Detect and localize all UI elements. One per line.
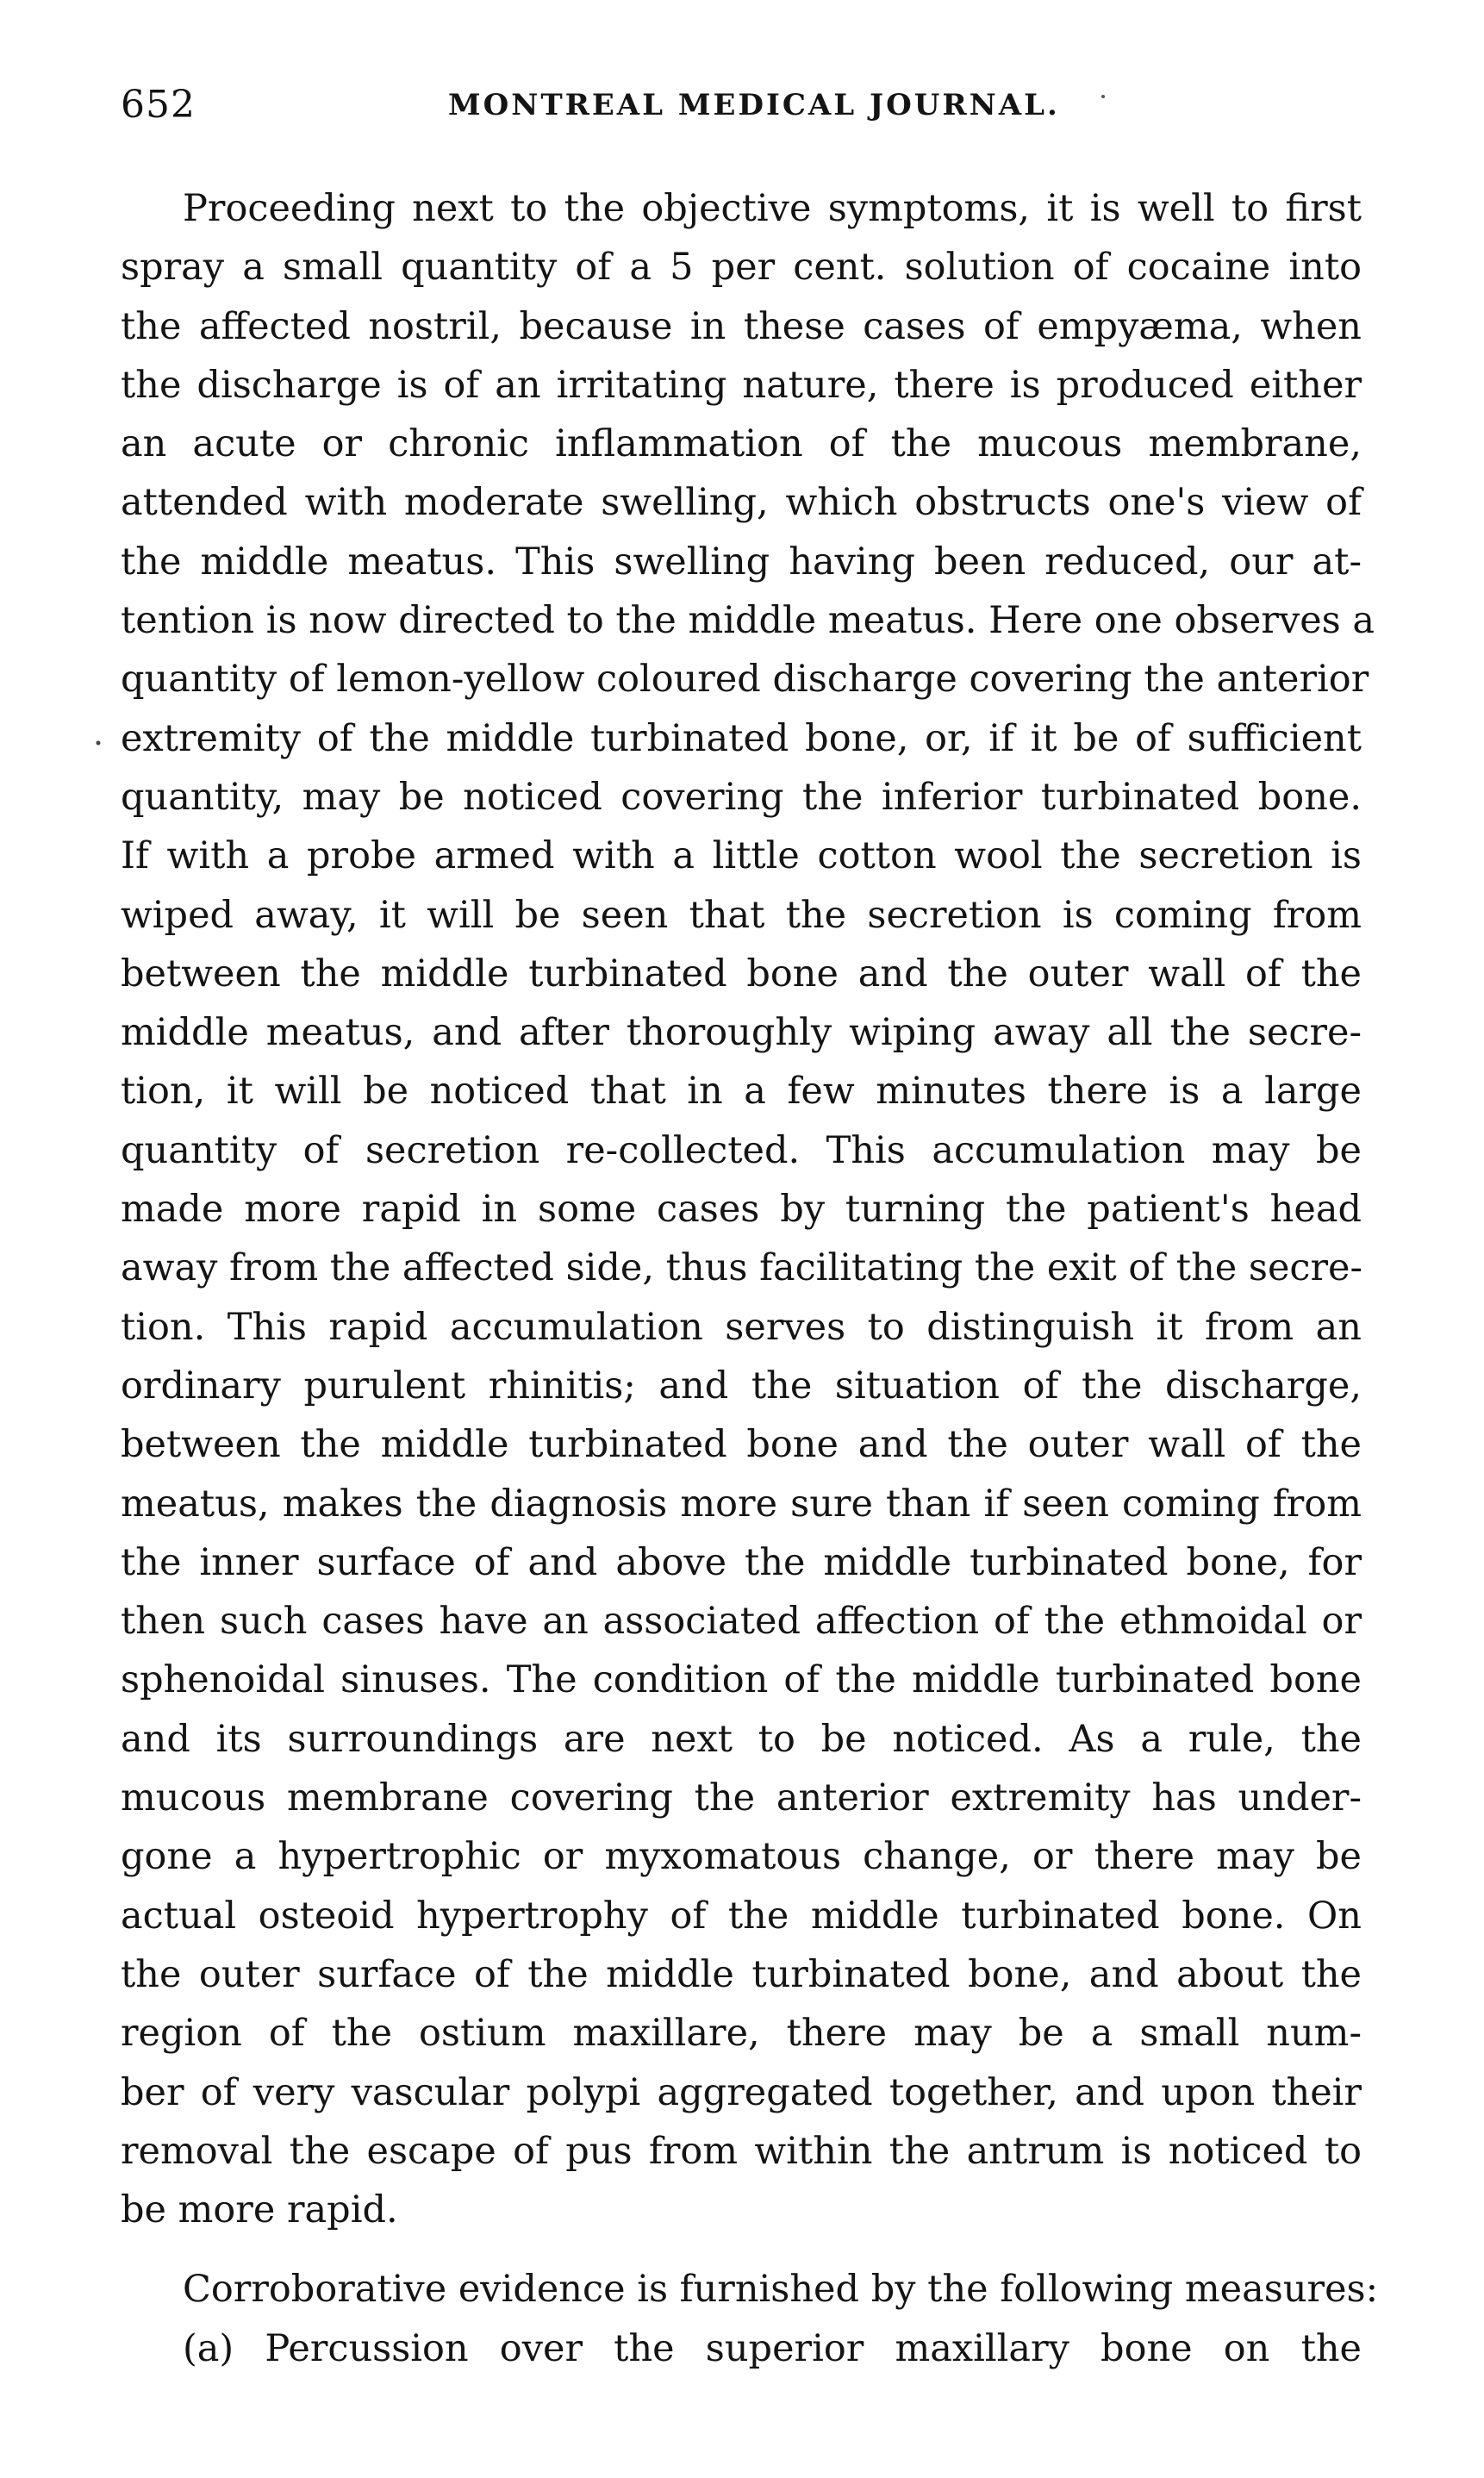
text-line: actual osteoid hypertrophy of the middle turbinated bone. On xyxy=(121,1894,1362,1938)
paragraph xyxy=(121,2260,1379,2378)
text-line: sphenoidal sinuses. The condition of the middle turbinated bone xyxy=(121,1658,1362,1702)
text-line: quantity of secretion re-collected. This accumulation may be xyxy=(121,1128,1362,1172)
text-line: removal the escape of pus from within the antrum is noticed to xyxy=(121,2129,1362,2173)
text-line: middle meatus, and after thoroughly wiping away all the secre- xyxy=(121,1011,1362,1055)
text-line: then such cases have an associated affection of the ethmoidal or xyxy=(121,1600,1362,1644)
text-line: quantity of lemon-yellow coloured discharge covering the anterior xyxy=(121,658,1369,702)
text-line: the inner surface of and above the middle turbinated bone, for xyxy=(121,1540,1362,1584)
body-text xyxy=(121,179,1379,2378)
text-line: spray a small quantity of a 5 per cent. solution of cocaine into xyxy=(121,246,1362,290)
ink-speck xyxy=(97,741,101,746)
text-line: an acute or chronic inflammation of the mucous membrane, xyxy=(121,422,1362,466)
text-line: extremity of the middle turbinated bone, or, if it be of sufficient xyxy=(121,716,1362,760)
text-line: ordinary purulent rhinitis; and the situation of the discharge, xyxy=(121,1364,1362,1408)
text-line: away from the affected side, thus facilitating the exit of the secre- xyxy=(121,1246,1363,1290)
text-line: mucous membrane covering the anterior extremity has under- xyxy=(121,1776,1362,1820)
text-line: made more rapid in some cases by turning the patient's head xyxy=(121,1188,1362,1232)
text-line: between the middle turbinated bone and the outer wall of the xyxy=(121,1423,1362,1467)
text-line: the middle meatus. This swelling having been reduced, our at- xyxy=(121,540,1362,584)
text-line: meatus, makes the diagnosis more sure than if seen coming from xyxy=(121,1482,1362,1526)
text-line: ber of very vascular polypi aggregated together, and upon their xyxy=(121,2070,1362,2114)
text-line: If with a probe armed with a little cotton wool the secretion is xyxy=(121,834,1362,878)
text-line: tion, it will be noticed that in a few minutes there is a large xyxy=(121,1070,1362,1114)
text-line: between the middle turbinated bone and the outer wall of the xyxy=(121,952,1362,996)
text-line: quantity, may be noticed covering the inferior turbinated bone. xyxy=(121,775,1362,819)
text-line: Corroborative evidence is furnished by the following measures: xyxy=(183,2268,1379,2312)
text-line: the discharge is of an irritating nature, there is produced either xyxy=(121,363,1362,407)
text-line: tention is now directed to the middle meatus. Here one observes a xyxy=(121,599,1375,643)
page-header xyxy=(121,79,1362,131)
text-line: wiped away, it will be seen that the secretion is coming from xyxy=(121,893,1362,937)
paragraph xyxy=(121,179,1375,2239)
text-line: Proceeding next to the objective symptoms, it is well to first xyxy=(183,187,1362,230)
paragraph-gap xyxy=(121,2239,1362,2260)
running-title: MONTREAL MEDICAL JOURNAL. xyxy=(448,88,1060,122)
text-line: (a) Percussion over the superior maxillary bone on the xyxy=(183,2326,1362,2370)
text-line: tion. This rapid accumulation serves to distinguish it from an xyxy=(121,1305,1362,1349)
page-number: 652 xyxy=(121,83,196,127)
text-line: the affected nostril, because in these cases of empyæma, when xyxy=(121,304,1362,348)
text-line: and its surroundings are next to be noticed. As a rule, the xyxy=(121,1717,1362,1761)
text-line: the outer surface of the middle turbinated bone, and about the xyxy=(121,1952,1362,1996)
text-line: gone a hypertrophic or myxomatous change, or there may be xyxy=(121,1835,1362,1879)
text-line: be more rapid. xyxy=(121,2188,398,2232)
text-line: attended with moderate swelling, which obstructs one's view of xyxy=(121,481,1362,525)
text-line: region of the ostium maxillare, there may be a small num- xyxy=(121,2012,1362,2056)
